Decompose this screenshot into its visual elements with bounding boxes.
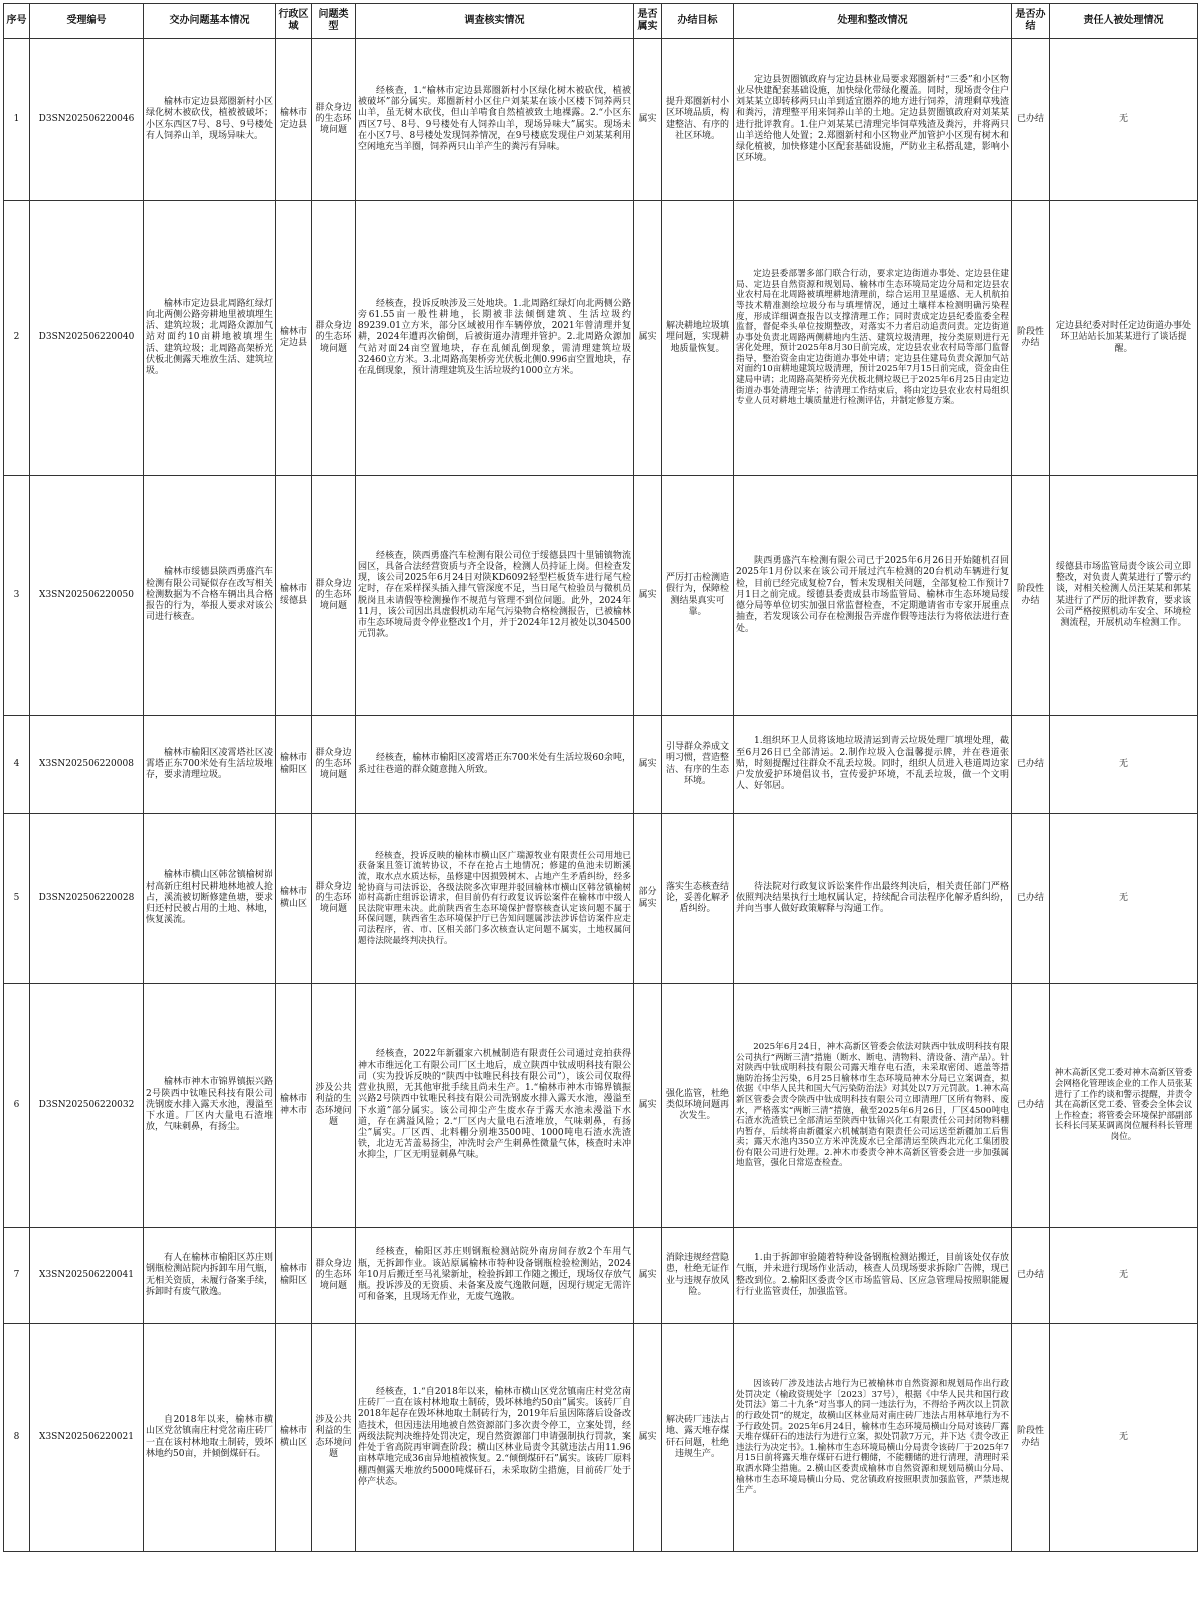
row-done: 已办结 [1012,39,1050,201]
row-basic: 自2018年以来，榆林市横山区党岔镇南庄村党岔南庄砖厂一直在该村林地取土制砖，毁坏林地约50亩，并倾倒煤矸石。 [144,1324,276,1552]
row-done: 阶段性办结 [1012,476,1050,716]
row-no: 7 [4,1228,30,1324]
header-region: 行政区域 [276,4,312,39]
row-basic: 有人在榆林市榆阳区苏庄则钢瓶检测站院内拆卸车用气瓶，无相关资质，未履行备案手续，拆卸时有废气散逸。 [144,1228,276,1324]
row-handling: 定边县贺圈镇政府与定边县林业局要求郑圈新村“三委”和小区物业尽快建配套基础设施，加快绿化带绿化覆盖。同时，现场责令住户刘某某立即转移两只山羊到适宜圈养的地方进行饲养，清理剩草残渣和粪污，清理整平用来饲养山羊的土地。定边县贺圈镇政府对刘某某进行批评教育。1.住户刘某某已清理完毕饲草残渣及粪污，并将两只山羊送给他人处置；2.郑圈新村和小区物业严加管护小区现有树木和绿化植被，加快修建小区配套基础设施，严防业主私搭乱建，影响小区环境。 [734,39,1012,201]
row-id: D3SN202506220040 [30,201,144,476]
row-handling: 陕西勇盛汽车检测有限公司已于2025年6月26日开始随机召回2025年1月份以来在该公司开展过汽车检测的20台机动车辆进行复检，目前已经完成复检7台，暂未发现相关问题，全部复检工作预计7月1日之前完成。绥德县委责成县市场监管局、榆林市生态环境局绥德分局等单位切实加强日常监督检查，不定期邀请省市专家开展重点抽查，若发现该公司存在检测报告弄虚作假等违法行为将依法进行查处。 [734,476,1012,716]
row-region: 榆林市横山区 [276,1324,312,1552]
row-region: 榆林市榆阳区 [276,1228,312,1324]
row-type: 群众身边的生态环境问题 [312,201,356,476]
row-region: 榆林市横山区 [276,814,312,984]
row-verified: 属实 [634,39,662,201]
header-type: 问题类型 [312,4,356,39]
row-type: 群众身边的生态环境问题 [312,716,356,814]
table-row [4,1324,1198,1552]
header-goal: 办结目标 [662,4,734,39]
row-region: 榆林市神木市 [276,984,312,1228]
row-goal: 严厉打击检测造假行为，保障检测结果真实可靠。 [662,476,734,716]
row-basic: 榆林市横山区韩岔镇榆树峁村高新庄组村民耕地林地被人抢占，溪流被切断修建鱼塘，要求归还村民被占用的土地、林地，恢复溪流。 [144,814,276,984]
row-investigation: 经核查，投诉反映的榆林市横山区广瑞源牧业有限责任公司用地已获备案且签订流转协议，不存在抢占土地情况；修建的鱼池未切断溪流，取水点水质达标，虽修建中因损毁树木、占地产生矛盾纠纷，经多轮协商与司法诉讼，各级法院多次审理并驳回榆林市横山区韩岔镇榆树峁村高新庄组诉讼请求，但目前仍有行政复议诉讼案件在榆林市中级人民法院审理未决。此前陕西省生态环境保护督察核查认定该问题不属于环保问题，陕西省生态环境保护厅已告知问题属涉法涉诉信访案件应走司法程序，省、市、区相关部门多次核查认定问题不属实，土地权属问题待法院最终判决执行。 [356,814,634,984]
row-handling: 1.组织环卫人员将该地垃圾清运到青云垃圾处理厂填埋处理，截至6月26日已全部清运。2.制作垃圾入仓温馨提示牌，并在巷道张贴，时刻提醒过往群众不乱丢垃圾。同时，组织人员进入巷道周边家户发放爱护环境倡议书，宣传爱护环境，不乱丢垃圾，做一个文明人、好邻居。 [734,716,1012,814]
row-investigation: 经核查，2022年新疆家六机械制造有限责任公司通过竞拍获得神木市维远化工有限公司厂区土地后，成立陕西中钛成明科技有限公司（实为投诉反映的“陕西中钛唯民科技有限公司”），该公司仅取得营业执照，无其他审批手续且尚未生产。1.“榆林市神木市锦界镇振兴路2号陕西中钛唯民科技有限公司洗钢废水排入露天水池，漫溢至下水道”部分属实。该公司抑尘产生废水存于露天水池未漫溢下水道，存在满溢风险；2.“厂区内大量电石渣堆放，气味刺鼻，有扬尘”属实。厂区西、北料棚分别堆3500吨、1000吨电石渣水洗渣铁，北边无苫盖易扬尘，冲洗时会产生刺鼻性微量气体，核查时未冲水抑尘，厂区无明显刺鼻气味。 [356,984,634,1228]
row-no: 1 [4,39,30,201]
header-no: 序号 [4,4,30,39]
row-region: 榆林市榆阳区 [276,716,312,814]
row-responsible: 无 [1050,39,1198,201]
row-handling: 2025年6月24日，神木高新区管委会依法对陕西中钛成明科技有限公司执行“两断三清”措施（断水、断电、清物料、清设备、清产品）。针对陕西中钛成明科技有限公司露天堆存电石渣，未采取密闭、遮盖等措施防治扬尘污染，6月25日榆林市生态环境局神木分局已立案调查，拟依据《中华人民共和国大气污染防治法》对其处以7万元罚款。1.神木高新区管委会责令陕西中钛成明科技有限公司立即清理厂区所有物料、废水，严格落实“两断三清”措施，截至2025年6月26日，厂区4500吨电石渣水洗渣铁已全部清运至陕西中钛锦兴化工有限责任公司封闭物料棚内暂存，后续将由新疆家六机械制造有限责任公司运送至新疆加工后售卖；露天水池内350立方米冲洗废水已全部清运至陕西北元化工集团股份有限公司进行处理。2.神木市委责令神木高新区管委会进一步加强属地监管，强化日常巡查检查。 [734,984,1012,1228]
row-goal: 解决耕地垃圾填埋问题，实现耕地质量恢复。 [662,201,734,476]
row-id: X3SN202506220050 [30,476,144,716]
row-handling: 因该砖厂涉及违法占地行为已被榆林市自然资源和规划局作出行政处罚决定（榆政资规处字〔2023〕37号），根据《中华人民共和国行政处罚法》第二十九条“对当事人的同一违法行为，不得给予两次以上罚款的行政处罚”的规定，故横山区林业局对南庄砖厂违法占用林草地行为不予行政处罚。2025年6月24日，榆林市生态环境局横山分局对该砖厂露天堆存煤矸石的违法行为进行立案，拟处罚款7万元，并下达《责令改正违法行为决定书》。1.榆林市生态环境局横山分局责令该砖厂于2025年7月15日前将露天堆存煤矸石进行棚储，不能棚储的进行清理，清理时采取洒水降尘措施。2.横山区委责成榆林市自然资源和规划局横山分局、榆林市生态环境局横山分局、党岔镇政府按照职责加强监管，严禁违规生产。 [734,1324,1012,1552]
row-goal: 解决砖厂违法占地、露天堆存煤矸石问题，杜绝违规生产。 [662,1324,734,1552]
row-no: 4 [4,716,30,814]
row-no: 3 [4,476,30,716]
row-verified: 属实 [634,984,662,1228]
header-row [4,4,1198,39]
row-done: 已办结 [1012,984,1050,1228]
row-investigation: 经核查，投诉反映涉及三处地块。1.北周路红绿灯向北两侧公路旁61.55亩一般性耕地，长期被非法倾倒建筑、生活垃圾约89239.01立方米，部分区域被用作车辆停放，2021年曾清理并复耕，2024年遭再次偷倒，后被街道办清理并管护。2.北周路众源加气站对面24亩空置地块，存在乱倾乱倒现象，需清理建筑垃圾32460立方米。3.北周路高架桥旁光伏板北侧0.996亩空置地块，存在乱倒现象，预计清理建筑及生活垃圾约1000立方米。 [356,201,634,476]
row-done: 已办结 [1012,1228,1050,1324]
row-investigation: 经核查，榆阳区苏庄则钢瓶检测站院外南房间存放2个车用气瓶，无拆卸作业。该站原属榆林市特种设备钢瓶检验检测站，2024年10月后搬迁至马礼梁新址，检验拆卸工作随之搬迁，现场仅存放气瓶。投诉涉及的无资质、未备案及废气逸散问题，因现行规定无需许可和备案，且现场无作业，无废气逸散。 [356,1228,634,1324]
header-id: 受理编号 [30,4,144,39]
row-no: 2 [4,201,30,476]
row-handling: 定边县委部署多部门联合行动，要求定边街道办事处、定边县住建局、定边县自然资源和规划局、榆林市生态环境局定边分局和定边县农业农村局在北周路被填埋耕地清理前，综合运用卫星遥感、无人机航拍等技术精准测绘垃圾分布与填埋情况，通过土壤样本检测明确污染程度，形成详细调查报告以支撑清理工作；同时责成定边县纪委监委全程监督，督促牵头单位按期整改，对落实不力者启动追责问责。定边街道办事处负责北周路两侧耕地内生活、建筑垃圾清理，按分类原则进行无害化处理，预计2025年8月30日前完成，定边县农业农村局等部门监督指导，整治资金由定边街道办事处申请；定边县住建局负责众源加气站对面约10亩耕地建筑垃圾清理，预计2025年7月15日前完成，资金由住建局申请；北周路高架桥旁光伏板北侧垃圾已于2025年6月25日由定边街道办事处清理完毕；待清理工作结束后，将由定边县农业农村局组织专业人员对耕地土壤质量进行检测评估，并制定修复方案。 [734,201,1012,476]
row-handling: 待法院对行政复议诉讼案件作出最终判决后，相关责任部门严格依照判决结果执行土地权属认定，持续配合司法程序化解矛盾纠纷，并向当事人做好政策解释与沟通工作。 [734,814,1012,984]
row-responsible: 无 [1050,716,1198,814]
row-investigation: 经核查，1.“自2018年以来，榆林市横山区党岔镇南庄村党岔南庄砖厂一直在该村林地取土制砖，毁坏林地约50亩”属实。该砖厂自2018年起存在毁坏林地取土制砖行为，2019年后虽因陈落后设备改造技术，但因违法用地被自然资源部门多次责令停工，立案处罚，经两级法院判决维持处罚决定，现自然资源部门申请强制执行罚款，案件处于省高院再审调查阶段；横山区林业局责令其就违法占用11.96亩林草地完成36亩异地植被恢复。2.“倾倒煤矸石”属实。该砖厂原料棚西侧露天堆放约5000吨煤矸石，未采取防尘措施，目前砖厂处于停产状态。 [356,1324,634,1552]
row-basic: 榆林市定边县郑圈新村小区绿化树木被砍伐，植被被破坏；小区东西区7号、8号、9号楼处有人饲养山羊，现场异味大。 [144,39,276,201]
row-type: 涉及公共利益的生态环境问题 [312,984,356,1228]
table-row [4,814,1198,984]
row-basic: 榆林市神木市锦界镇振兴路2号陕西中钛唯民科技有限公司洗钢废水排入露天水池，漫溢至下水道。厂区内大量电石渣堆放，气味刺鼻，有扬尘。 [144,984,276,1228]
row-investigation: 经核查，1.“榆林市定边县郑圈新村小区绿化树木被砍伐，植被被破坏”部分属实。郑圈新村小区住户刘某某在该小区楼下饲养两只山羊，虽无树木砍伐，但山羊啃食自然植被致土地裸露。2.“小区东西区7号、8号、9号楼处有人饲养山羊，现场异味大”属实。现场未在小区7号、8号楼处发现饲养情况，在9号楼底发现住户刘某某利用空闲地充当羊圈，饲养两只山羊产生的粪污有异味。 [356,39,634,201]
header-verified: 是否属实 [634,4,662,39]
row-responsible: 绥德县市场监管局责令该公司立即整改，对负责人黄某进行了警示约谈，对相关检测人员汪某某和郭某某进行了严厉的批评教育，要求该公司严格按照机动车安全、环境检测流程，开展机动车检测工作。 [1050,476,1198,716]
row-basic: 榆林市绥德县陕西勇盛汽车检测有限公司疑似存在改写相关检测数据为不合格车辆出具合格报告的行为，举报人要求对该公司进行核查。 [144,476,276,716]
row-verified: 属实 [634,716,662,814]
row-id: X3SN202506220008 [30,716,144,814]
row-responsible: 无 [1050,1228,1198,1324]
table-row [4,39,1198,201]
header-basic: 交办问题基本情况 [144,4,276,39]
row-goal: 落实生态核查结论，妥善化解矛盾纠纷。 [662,814,734,984]
row-type: 群众身边的生态环境问题 [312,476,356,716]
row-goal: 消除违规经营隐患，杜绝无证作业与违规存放风险。 [662,1228,734,1324]
row-verified: 部分属实 [634,814,662,984]
header-responsible: 责任人被处理情况 [1050,4,1198,39]
row-id: D3SN202506220046 [30,39,144,201]
row-basic: 榆林市榆阳区凌霄塔社区凌霄塔正东700米处有生活垃圾堆存，要求清理垃圾。 [144,716,276,814]
row-investigation: 经核查，陕西勇盛汽车检测有限公司位于绥德县四十里铺镇物流园区，具备合法经营资质与齐全设备，检测人员持证上岗。但检查发现，该公司2025年6月24日对陕KD6092轻型栏板货车进行尾气检定时，存在采样探头插入排气管深度不足，当日尾气检验员与微机员脱岗且未请假等检测操作不规范与管理不到位问题。此外，2024年11月，该公司因出具虚假机动车尾气污染物合格检测报告，已被榆林市生态环境局责令停业整改1个月，并于2024年12月被处以304500元罚款。 [356,476,634,716]
table-row [4,201,1198,476]
table-row [4,476,1198,716]
row-id: X3SN202506220041 [30,1228,144,1324]
row-done: 阶段性办结 [1012,1324,1050,1552]
row-goal: 强化监管，杜绝类似环境问题再次发生。 [662,984,734,1228]
row-goal: 提升郑圈新村小区环境品质，构建整洁、有序的社区环境。 [662,39,734,201]
case-table [3,3,1198,1552]
header-done: 是否办结 [1012,4,1050,39]
table-row [4,984,1198,1228]
row-handling: 1.由于拆卸审验随着特种设备钢瓶检测站搬迁，目前该处仅存放气瓶，并未进行现场作业活动，核查人员现场要求拆除广告牌，现已整改到位。2.榆阳区委责令区市场监管局、区应急管理局按照职能履行行业监管责任，加强监管。 [734,1228,1012,1324]
row-done: 已办结 [1012,716,1050,814]
row-region: 榆林市绥德县 [276,476,312,716]
row-verified: 属实 [634,201,662,476]
row-no: 5 [4,814,30,984]
row-investigation: 经核查，榆林市榆阳区凌霄塔正东700米处有生活垃圾60余吨，系过往巷道的群众随意抛入所致。 [356,716,634,814]
row-responsible: 定边县纪委对时任定边街道办事处环卫站站长加某某进行了谈话提醒。 [1050,201,1198,476]
row-region: 榆林市定边县 [276,201,312,476]
row-basic: 榆林市定边县北周路红绿灯向北两侧公路旁耕地里被填埋生活、建筑垃圾；北周路众源加气站对面约10亩耕地被填埋生活、建筑垃圾；北周路高架桥光伏板北侧露天堆放生活、建筑垃圾。 [144,201,276,476]
row-verified: 属实 [634,1228,662,1324]
row-goal: 引导群众养成文明习惯，营造整洁、有序的生态环境。 [662,716,734,814]
row-no: 8 [4,1324,30,1552]
row-type: 群众身边的生态环境问题 [312,814,356,984]
row-id: D3SN202506220032 [30,984,144,1228]
row-no: 6 [4,984,30,1228]
row-verified: 属实 [634,476,662,716]
header-investigation: 调查核实情况 [356,4,634,39]
row-id: D3SN202506220028 [30,814,144,984]
row-type: 群众身边的生态环境问题 [312,39,356,201]
row-responsible: 无 [1050,814,1198,984]
row-id: X3SN202506220021 [30,1324,144,1552]
table-row [4,716,1198,814]
row-done: 已办结 [1012,814,1050,984]
row-responsible: 无 [1050,1324,1198,1552]
header-handling: 处理和整改情况 [734,4,1012,39]
row-verified: 属实 [634,1324,662,1552]
row-type: 涉及公共利益的生态环境问题 [312,1324,356,1552]
row-region: 榆林市定边县 [276,39,312,201]
row-type: 群众身边的生态环境问题 [312,1228,356,1324]
table-row [4,1228,1198,1324]
row-responsible: 神木高新区党工委对神木高新区管委会网格化管理该企业的工作人员张某进行了工作约谈和警示提醒，并责令其在高新区党工委、管委会全体会议上作检查；将管委会环境保护部副部长科长闫某某调离岗位履科科长管理岗位。 [1050,984,1198,1228]
row-done: 阶段性办结 [1012,201,1050,476]
